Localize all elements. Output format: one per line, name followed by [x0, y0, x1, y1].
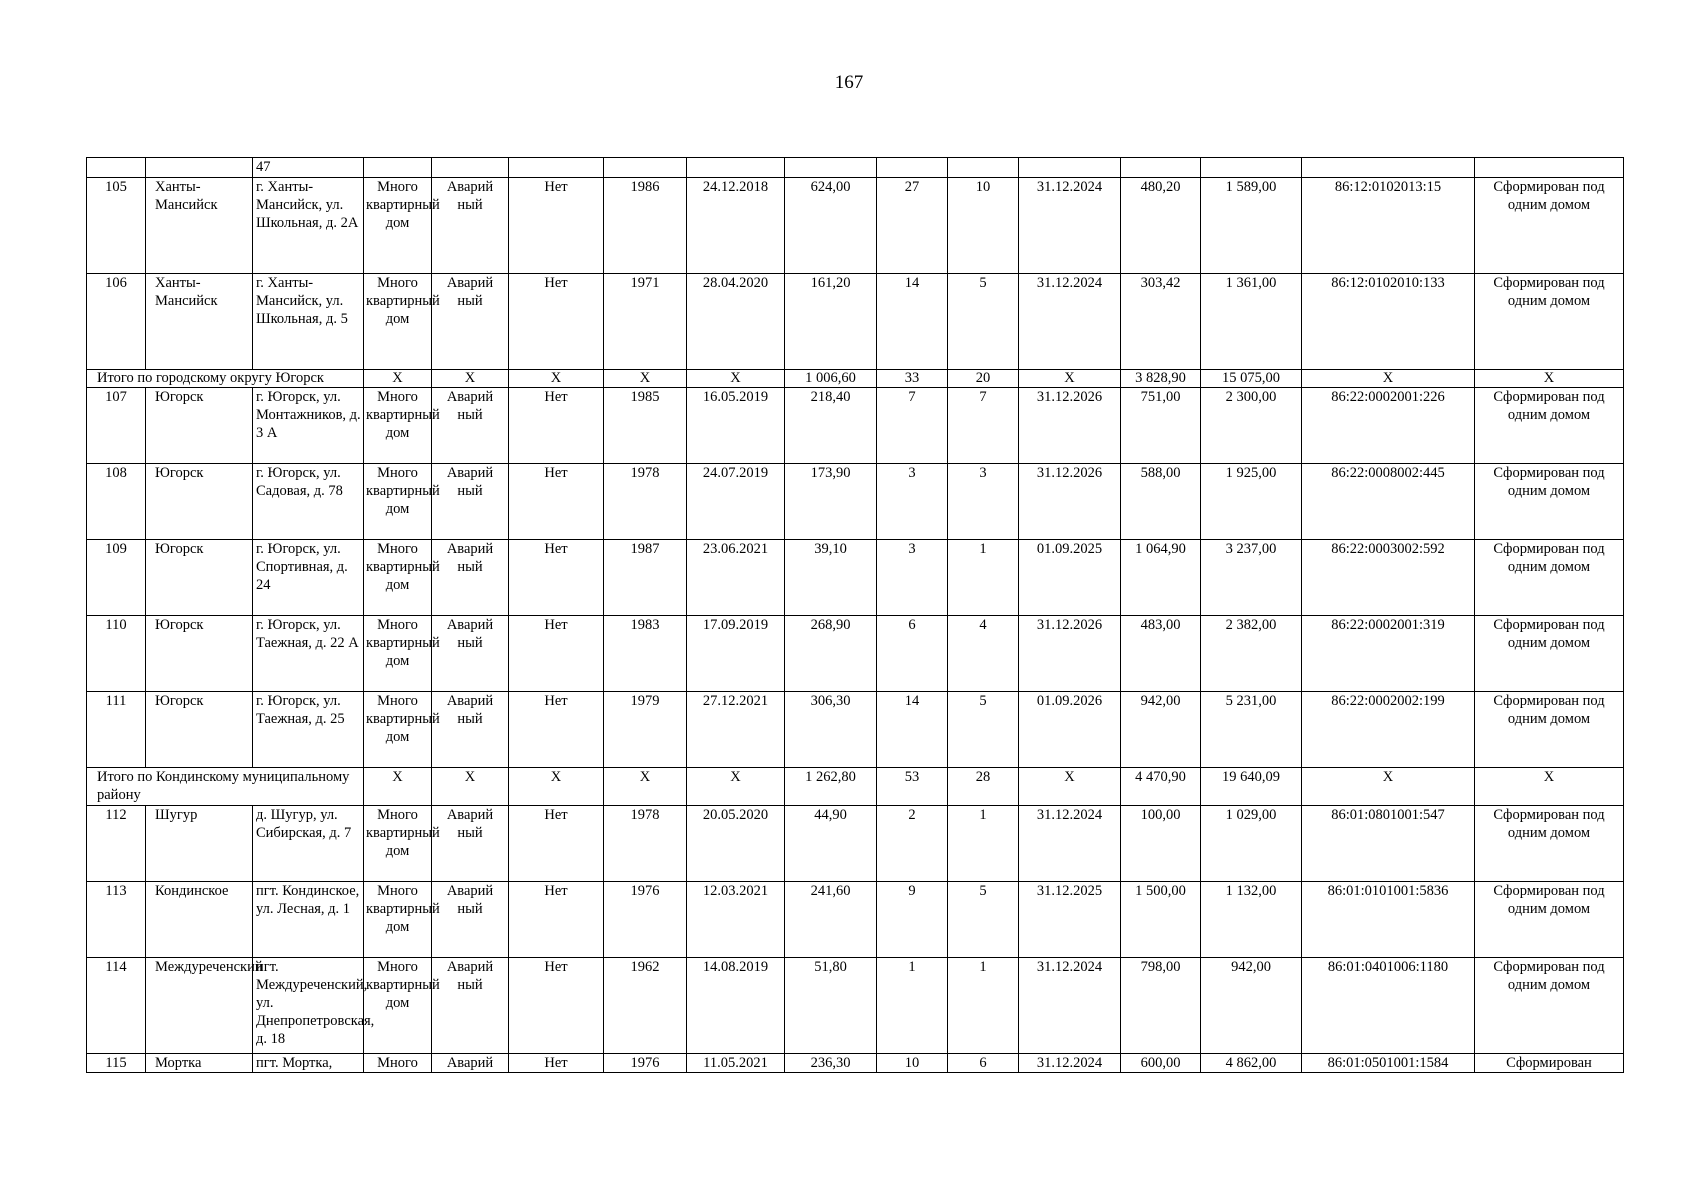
cell-value: 1 361,00 [1201, 274, 1302, 370]
cell-people: 6 [877, 616, 948, 692]
cell-deadline: 01.09.2026 [1019, 692, 1121, 768]
cell-area: 241,60 [785, 882, 877, 958]
cell-reconstruction: Нет [509, 882, 604, 958]
cell-date: 20.05.2020 [687, 806, 785, 882]
cell-type: Много квартирный дом [364, 882, 432, 958]
cell-deadline: 31.12.2024 [1019, 1054, 1121, 1073]
cell-type: Много квартирный дом [364, 178, 432, 274]
table-row [87, 178, 1624, 274]
table-row-continued [87, 158, 1624, 178]
cell-land-area: 798,00 [1121, 958, 1201, 1054]
cell-reconstruction: Нет [509, 806, 604, 882]
cell-value: 1 029,00 [1201, 806, 1302, 882]
cell-settlement: Шугур [146, 806, 253, 882]
cell-date: 27.12.2021 [687, 692, 785, 768]
cell-date: 17.09.2019 [687, 616, 785, 692]
total-cadastral: X [1302, 370, 1475, 388]
cell-value: 1 589,00 [1201, 178, 1302, 274]
cell-settlement: Ханты-Мансийск [146, 178, 253, 274]
cell-value: 5 231,00 [1201, 692, 1302, 768]
cell-date: 24.07.2019 [687, 464, 785, 540]
cell-deadline: 31.12.2024 [1019, 958, 1121, 1054]
cell-reconstruction: Нет [509, 616, 604, 692]
cell-people: 27 [877, 178, 948, 274]
cell-value: 1 925,00 [1201, 464, 1302, 540]
total-people: 53 [877, 768, 948, 806]
table-row [87, 806, 1624, 882]
cell-settlement: Югорск [146, 692, 253, 768]
table-row [87, 464, 1624, 540]
total-area: 1 006,60 [785, 370, 877, 388]
cell-type: Много [364, 1054, 432, 1073]
cell-area: 268,90 [785, 616, 877, 692]
cell-address: г. Югорск, ул. Таежная, д. 22 А [253, 616, 364, 692]
table-row [87, 958, 1624, 1054]
cell-deadline: 01.09.2025 [1019, 540, 1121, 616]
cell-year: 1976 [604, 1054, 687, 1073]
cell-type: Много квартирный дом [364, 806, 432, 882]
total-label: Итого по Кондинскому муниципальному району [87, 768, 364, 806]
total-date: X [687, 768, 785, 806]
cell-land-area: 588,00 [1121, 464, 1201, 540]
total-people: 33 [877, 370, 948, 388]
cell-area: 218,40 [785, 388, 877, 464]
cell-value: 3 237,00 [1201, 540, 1302, 616]
cell-date: 28.04.2020 [687, 274, 785, 370]
cell-year: 1985 [604, 388, 687, 464]
total-label: Итого по городскому округу Югорск [87, 370, 364, 388]
total-land-area: 3 828,90 [1121, 370, 1201, 388]
cell-area: 173,90 [785, 464, 877, 540]
cell-year: 1983 [604, 616, 687, 692]
cell-settlement: Югорск [146, 388, 253, 464]
cell-reconstruction: Нет [509, 692, 604, 768]
cell-address: пгт. Мортка, [253, 1054, 364, 1073]
cell-status: Аварий ный [432, 178, 509, 274]
cell-reconstruction: Нет [509, 1054, 604, 1073]
cell-reconstruction: Нет [509, 540, 604, 616]
cell-area: 624,00 [785, 178, 877, 274]
cell-area: 161,20 [785, 274, 877, 370]
total-status: X [432, 370, 509, 388]
total-land-status: X [1475, 768, 1624, 806]
table-row [87, 882, 1624, 958]
cell-land-area: 303,42 [1121, 274, 1201, 370]
cell-no: 107 [87, 388, 146, 464]
cell-land-status: Сформирован под одним домом [1475, 540, 1624, 616]
cell-address: пгт. Кондинское, ул. Лесная, д. 1 [253, 882, 364, 958]
cell-cadastral: 86:22:0002002:199 [1302, 692, 1475, 768]
cell-cadastral: 86:12:0102013:15 [1302, 178, 1475, 274]
table-row [87, 692, 1624, 768]
cell-reconstruction: Нет [509, 178, 604, 274]
cell-reconstruction: Нет [509, 958, 604, 1054]
cell-land-status: Сформирован под одним домом [1475, 178, 1624, 274]
total-type: X [364, 768, 432, 806]
cell-date: 11.05.2021 [687, 1054, 785, 1073]
cell-status: Аварий ный [432, 958, 509, 1054]
cell-people: 7 [877, 388, 948, 464]
cell-settlement: Ханты-Мансийск [146, 274, 253, 370]
cell-address: г. Югорск, ул. Монтажников, д. 3 А [253, 388, 364, 464]
cell-area: 236,30 [785, 1054, 877, 1073]
cell-date: 16.05.2019 [687, 388, 785, 464]
cell-address: 47 [253, 158, 364, 178]
cell-deadline: 31.12.2026 [1019, 464, 1121, 540]
cell-apartments: 10 [948, 178, 1019, 274]
cell-year: 1986 [604, 178, 687, 274]
total-year: X [604, 370, 687, 388]
cell-people: 9 [877, 882, 948, 958]
cell-status: Аварий ный [432, 616, 509, 692]
total-row [87, 370, 1624, 388]
cell-area: 306,30 [785, 692, 877, 768]
cell-reconstruction: Нет [509, 388, 604, 464]
cell-reconstruction: Нет [509, 274, 604, 370]
cell-year: 1987 [604, 540, 687, 616]
cell-address: г. Ханты-Мансийск, ул. Школьная, д. 5 [253, 274, 364, 370]
cell-type: Много квартирный дом [364, 692, 432, 768]
cell-cadastral: 86:01:0801001:547 [1302, 806, 1475, 882]
cell-status: Аварий ный [432, 540, 509, 616]
cell-land-status: Сформирован под одним домом [1475, 274, 1624, 370]
cell-cadastral: 86:01:0101001:5836 [1302, 882, 1475, 958]
cell-land-area: 1 500,00 [1121, 882, 1201, 958]
cell-status: Аварий ный [432, 274, 509, 370]
total-reconstruction: X [509, 768, 604, 806]
table-row [87, 274, 1624, 370]
cell-people: 14 [877, 692, 948, 768]
cell-apartments: 1 [948, 540, 1019, 616]
cell-settlement: Югорск [146, 540, 253, 616]
cell-deadline: 31.12.2024 [1019, 806, 1121, 882]
cell-value: 4 862,00 [1201, 1054, 1302, 1073]
total-land-status: X [1475, 370, 1624, 388]
cell-no: 113 [87, 882, 146, 958]
cell-no: 115 [87, 1054, 146, 1073]
cell-land-area: 480,20 [1121, 178, 1201, 274]
cell-cadastral: 86:22:0003002:592 [1302, 540, 1475, 616]
cell-year: 1978 [604, 806, 687, 882]
cell-status: Аварий ный [432, 806, 509, 882]
total-value: 19 640,09 [1201, 768, 1302, 806]
table-row [87, 616, 1624, 692]
cell-date: 24.12.2018 [687, 178, 785, 274]
cell-value: 2 300,00 [1201, 388, 1302, 464]
cell-value: 1 132,00 [1201, 882, 1302, 958]
cell-land-status: Сформирован [1475, 1054, 1624, 1073]
cell-apartments: 6 [948, 1054, 1019, 1073]
cell-address: пгт. Междуреченский, ул. Днепропетровская, д. 18 [253, 958, 364, 1054]
cell-no: 109 [87, 540, 146, 616]
cell-people: 3 [877, 540, 948, 616]
cell-settlement: Мортка [146, 1054, 253, 1073]
cell-people: 1 [877, 958, 948, 1054]
cell-year: 1979 [604, 692, 687, 768]
cell-land-status: Сформирован под одним домом [1475, 806, 1624, 882]
cell-land-area: 100,00 [1121, 806, 1201, 882]
cell-year: 1971 [604, 274, 687, 370]
cell-no: 106 [87, 274, 146, 370]
cell-address: г. Ханты-Мансийск, ул. Школьная, д. 2А [253, 178, 364, 274]
cell-year: 1976 [604, 882, 687, 958]
cell-land-area: 600,00 [1121, 1054, 1201, 1073]
total-row [87, 768, 1624, 806]
total-area: 1 262,80 [785, 768, 877, 806]
cell-date: 14.08.2019 [687, 958, 785, 1054]
cell-area: 39,10 [785, 540, 877, 616]
cell-year: 1978 [604, 464, 687, 540]
cell-no: 111 [87, 692, 146, 768]
table-row [87, 388, 1624, 464]
cell-type: Много квартирный дом [364, 958, 432, 1054]
cell-address: д. Шугур, ул. Сибирская, д. 7 [253, 806, 364, 882]
cell-land-area: 483,00 [1121, 616, 1201, 692]
cell-value: 2 382,00 [1201, 616, 1302, 692]
cell-year: 1962 [604, 958, 687, 1054]
total-date: X [687, 370, 785, 388]
cell-land-area: 1 064,90 [1121, 540, 1201, 616]
cell-cadastral: 86:22:0008002:445 [1302, 464, 1475, 540]
cell-value: 942,00 [1201, 958, 1302, 1054]
cell-apartments: 3 [948, 464, 1019, 540]
total-deadline: X [1019, 370, 1121, 388]
cell-cadastral: 86:22:0002001:226 [1302, 388, 1475, 464]
cell-apartments: 5 [948, 882, 1019, 958]
cell-cadastral: 86:01:0401006:1180 [1302, 958, 1475, 1054]
cell-area: 51,80 [785, 958, 877, 1054]
total-type: X [364, 370, 432, 388]
cell-area: 44,90 [785, 806, 877, 882]
cell-land-status: Сформирован под одним домом [1475, 882, 1624, 958]
total-cadastral: X [1302, 768, 1475, 806]
cell-status: Аварий [432, 1054, 509, 1073]
cell-apartments: 4 [948, 616, 1019, 692]
cell-apartments: 1 [948, 958, 1019, 1054]
cell-apartments: 1 [948, 806, 1019, 882]
cell-land-status: Сформирован под одним домом [1475, 692, 1624, 768]
cell-deadline: 31.12.2024 [1019, 178, 1121, 274]
cell-address: г. Югорск, ул. Таежная, д. 25 [253, 692, 364, 768]
cell-apartments: 5 [948, 692, 1019, 768]
cell-no: 105 [87, 178, 146, 274]
cell-people: 2 [877, 806, 948, 882]
total-land-area: 4 470,90 [1121, 768, 1201, 806]
cell-date: 12.03.2021 [687, 882, 785, 958]
total-apartments: 28 [948, 768, 1019, 806]
cell-no: 110 [87, 616, 146, 692]
table-row [87, 1054, 1624, 1073]
cell-land-status: Сформирован под одним домом [1475, 616, 1624, 692]
cell-no: 108 [87, 464, 146, 540]
cell-type: Много квартирный дом [364, 540, 432, 616]
cell-deadline: 31.12.2024 [1019, 274, 1121, 370]
cell-land-area: 751,00 [1121, 388, 1201, 464]
cell-type: Много квартирный дом [364, 616, 432, 692]
cell-people: 10 [877, 1054, 948, 1073]
cell-land-status: Сформирован под одним домом [1475, 388, 1624, 464]
cell-status: Аварий ный [432, 388, 509, 464]
total-status: X [432, 768, 509, 806]
table-body [87, 158, 1624, 1073]
total-deadline: X [1019, 768, 1121, 806]
cell-apartments: 5 [948, 274, 1019, 370]
total-year: X [604, 768, 687, 806]
total-reconstruction: X [509, 370, 604, 388]
cell-deadline: 31.12.2025 [1019, 882, 1121, 958]
total-value: 15 075,00 [1201, 370, 1302, 388]
cell-deadline: 31.12.2026 [1019, 616, 1121, 692]
cell-land-area: 942,00 [1121, 692, 1201, 768]
housing-registry-table [86, 157, 1624, 1073]
cell-settlement: Междуреченский [146, 958, 253, 1054]
cell-deadline: 31.12.2026 [1019, 388, 1121, 464]
cell-address: г. Югорск, ул. Садовая, д. 78 [253, 464, 364, 540]
cell-type: Много квартирный дом [364, 388, 432, 464]
cell-status: Аварий ный [432, 882, 509, 958]
total-apartments: 20 [948, 370, 1019, 388]
cell-settlement: Кондинское [146, 882, 253, 958]
cell-land-status: Сформирован под одним домом [1475, 958, 1624, 1054]
cell-settlement: Югорск [146, 616, 253, 692]
table-row [87, 540, 1624, 616]
cell-people: 14 [877, 274, 948, 370]
cell-address: г. Югорск, ул. Спортивная, д. 24 [253, 540, 364, 616]
cell-type: Много квартирный дом [364, 464, 432, 540]
cell-settlement: Югорск [146, 464, 253, 540]
page-number: 167 [834, 72, 864, 93]
cell-apartments: 7 [948, 388, 1019, 464]
cell-no: 112 [87, 806, 146, 882]
cell-cadastral: 86:01:0501001:1584 [1302, 1054, 1475, 1073]
cell-reconstruction: Нет [509, 464, 604, 540]
cell-type: Много квартирный дом [364, 274, 432, 370]
cell-no: 114 [87, 958, 146, 1054]
cell-status: Аварий ный [432, 464, 509, 540]
cell-cadastral: 86:22:0002001:319 [1302, 616, 1475, 692]
cell-status: Аварий ный [432, 692, 509, 768]
cell-land-status: Сформирован под одним домом [1475, 464, 1624, 540]
cell-date: 23.06.2021 [687, 540, 785, 616]
cell-cadastral: 86:12:0102010:133 [1302, 274, 1475, 370]
cell-people: 3 [877, 464, 948, 540]
